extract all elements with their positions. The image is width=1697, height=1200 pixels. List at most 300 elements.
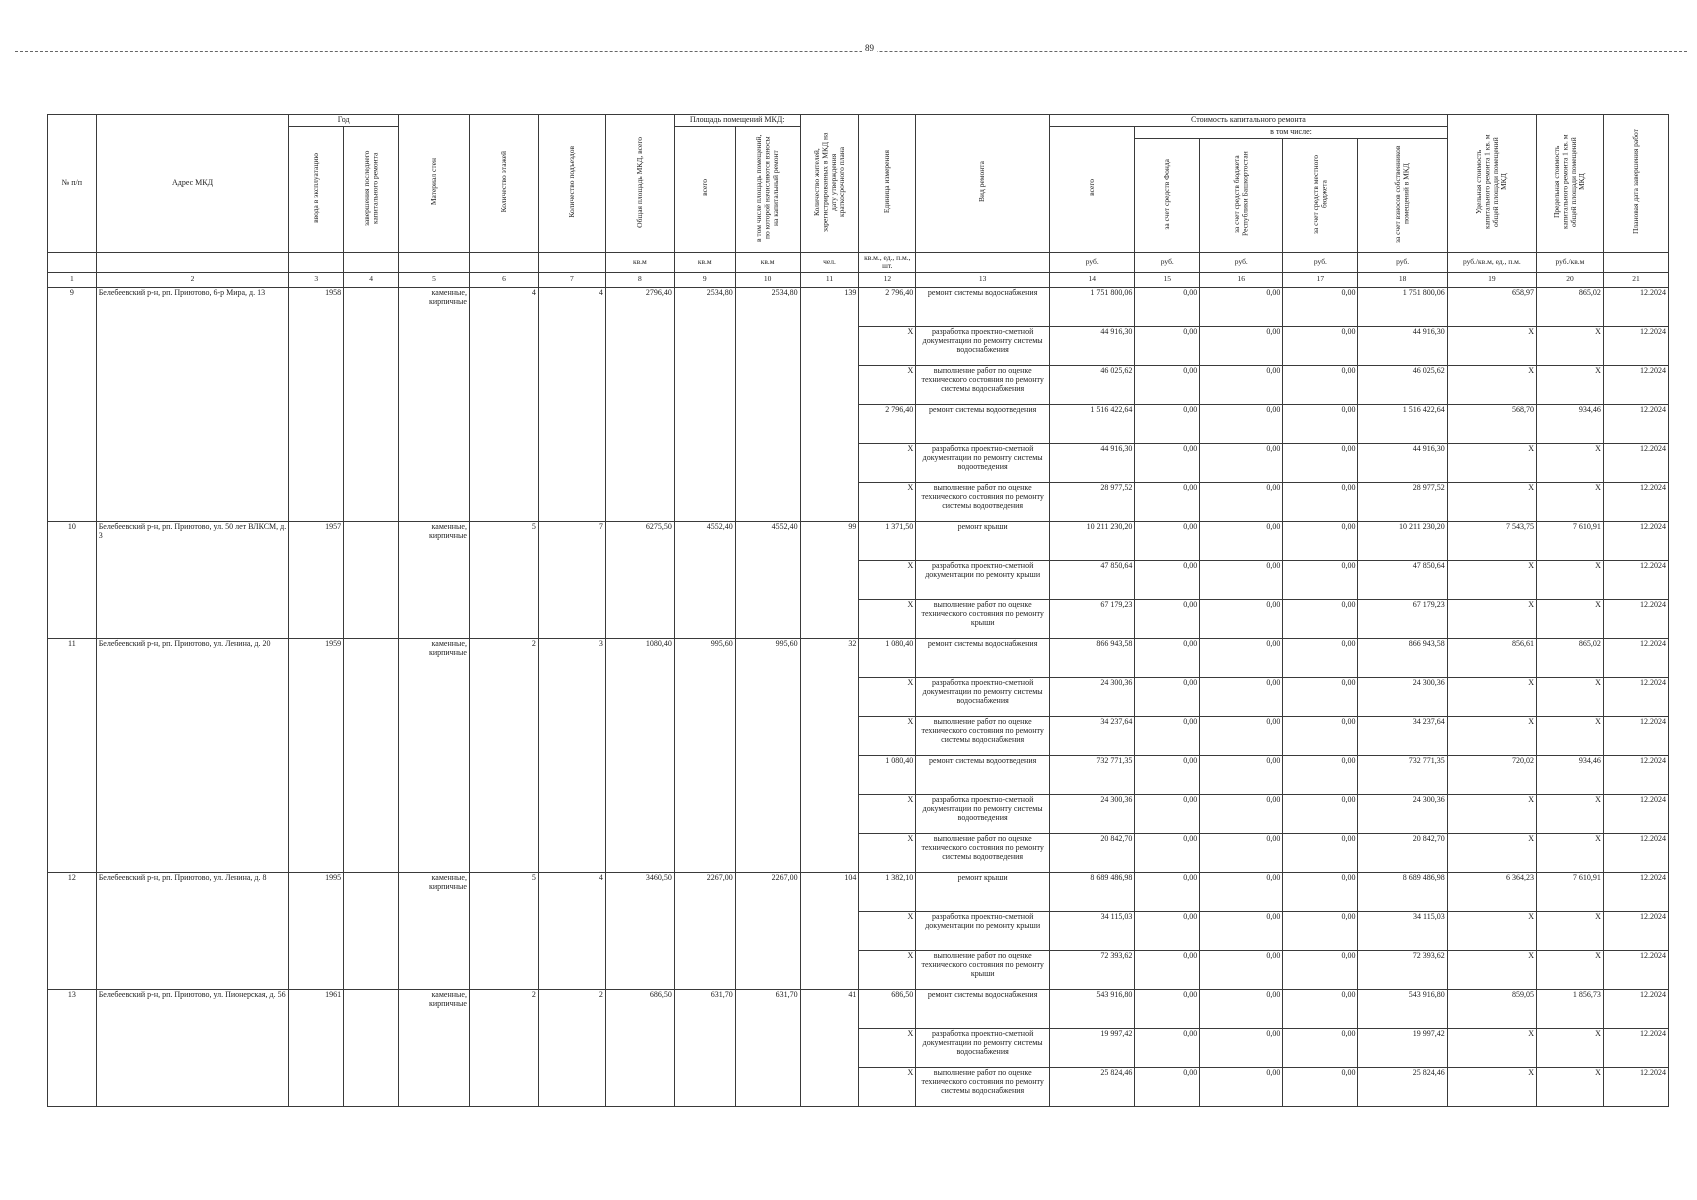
col-header-1: № п/п [48, 115, 97, 253]
work-unit: X [859, 1067, 916, 1106]
work-unit: 1 080,40 [859, 638, 916, 677]
unit-cell: руб. [1283, 252, 1358, 272]
cost-local-budget: 0,00 [1283, 638, 1358, 677]
completion-date: 12.2024 [1603, 677, 1668, 716]
building-address: Белебеевский р-н, рп. Приютово, ул. Ленина, д. 20 [96, 638, 289, 872]
col-header-5: Материал стен [398, 115, 469, 253]
completion-date: 12.2024 [1603, 950, 1668, 989]
column-number: 20 [1536, 272, 1603, 287]
cost-fund: 0,00 [1135, 755, 1200, 794]
cost-total: 72 393,62 [1050, 950, 1135, 989]
floors-count: 5 [469, 872, 538, 989]
cost-total: 44 916,30 [1050, 443, 1135, 482]
col-header-2: Адрес МКД [96, 115, 289, 253]
specific-cost: X [1447, 716, 1536, 755]
work-unit: X [859, 833, 916, 872]
year-last-repair [344, 872, 399, 989]
year-built: 1961 [289, 989, 344, 1106]
cost-total: 10 211 230,20 [1050, 521, 1135, 560]
premises-area: 2534,80 [674, 287, 735, 521]
col-header-18: за счет взносов собственников помещений в МКД [1358, 138, 1447, 252]
specific-cost: X [1447, 443, 1536, 482]
work-unit: X [859, 950, 916, 989]
limit-cost: X [1536, 794, 1603, 833]
unit-cell [916, 252, 1050, 272]
cost-local-budget: 0,00 [1283, 365, 1358, 404]
unit-cell [1603, 252, 1668, 272]
col-header-7: Количество подъездов [538, 115, 605, 253]
column-number: 13 [916, 272, 1050, 287]
cost-owners: 44 916,30 [1358, 326, 1447, 365]
wall-material: каменные, кирпичные [398, 287, 469, 521]
col-group-area: Площадь помещений МКД: [674, 115, 800, 127]
completion-date: 12.2024 [1603, 911, 1668, 950]
cost-republic-budget: 0,00 [1200, 950, 1283, 989]
work-type: выполнение работ по оценке технического состояния по ремонту системы водоснабжения [916, 365, 1050, 404]
completion-date: 12.2024 [1603, 599, 1668, 638]
cost-total: 34 115,03 [1050, 911, 1135, 950]
cost-republic-budget: 0,00 [1200, 677, 1283, 716]
specific-cost: X [1447, 560, 1536, 599]
total-area: 2796,40 [605, 287, 674, 521]
completion-date: 12.2024 [1603, 443, 1668, 482]
cost-local-budget: 0,00 [1283, 560, 1358, 599]
cost-republic-budget: 0,00 [1200, 833, 1283, 872]
col-header-13: Вид ремонта [916, 115, 1050, 253]
column-number: 17 [1283, 272, 1358, 287]
completion-date: 12.2024 [1603, 326, 1668, 365]
unit-cell [398, 252, 469, 272]
limit-cost: X [1536, 560, 1603, 599]
completion-date: 12.2024 [1603, 833, 1668, 872]
work-type: выполнение работ по оценке технического состояния по ремонту крыши [916, 599, 1050, 638]
table-row [48, 989, 1669, 1028]
cost-owners: 1 751 800,06 [1358, 287, 1447, 326]
table-row [48, 287, 1669, 326]
cost-total: 47 850,64 [1050, 560, 1135, 599]
col-header-3: ввода в эксплуатацию [289, 126, 344, 252]
specific-cost: 658,97 [1447, 287, 1536, 326]
completion-date: 12.2024 [1603, 872, 1668, 911]
completion-date: 12.2024 [1603, 404, 1668, 443]
work-type: разработка проектно-сметной документации по ремонту системы водоснабжения [916, 1028, 1050, 1067]
specific-cost: 568,70 [1447, 404, 1536, 443]
cost-fund: 0,00 [1135, 443, 1200, 482]
cost-local-budget: 0,00 [1283, 755, 1358, 794]
cost-fund: 0,00 [1135, 365, 1200, 404]
specific-cost: X [1447, 365, 1536, 404]
cost-total: 24 300,36 [1050, 794, 1135, 833]
limit-cost: X [1536, 1067, 1603, 1106]
column-number: 1 [48, 272, 97, 287]
specific-cost: X [1447, 1028, 1536, 1067]
cost-owners: 44 916,30 [1358, 443, 1447, 482]
work-unit: X [859, 911, 916, 950]
col-header-19: Удельная стоимость капитального ремонта 1 кв. м общей площади помещений МКД [1447, 115, 1536, 253]
cost-local-budget: 0,00 [1283, 677, 1358, 716]
work-unit: 1 382,10 [859, 872, 916, 911]
entrances-count: 3 [538, 638, 605, 872]
floors-count: 4 [469, 287, 538, 521]
repair-plan-table [47, 114, 1669, 1107]
column-number: 9 [674, 272, 735, 287]
cost-total: 1 751 800,06 [1050, 287, 1135, 326]
unit-cell [289, 252, 344, 272]
unit-cell: руб./кв.м, ед., п.м. [1447, 252, 1536, 272]
specific-cost: X [1447, 326, 1536, 365]
column-number: 19 [1447, 272, 1536, 287]
col-header-11: Количество жителей, зарегистрированных в МКД на дату утверждения краткосрочного плана [800, 115, 859, 253]
limit-cost: X [1536, 911, 1603, 950]
cost-fund: 0,00 [1135, 911, 1200, 950]
cost-republic-budget: 0,00 [1200, 287, 1283, 326]
column-number: 3 [289, 272, 344, 287]
residents-count: 32 [800, 638, 859, 872]
column-number: 4 [344, 272, 399, 287]
col-header-4: завершения последнего капитального ремонта [344, 126, 399, 252]
completion-date: 12.2024 [1603, 1067, 1668, 1106]
work-unit: 2 796,40 [859, 404, 916, 443]
specific-cost: X [1447, 482, 1536, 521]
limit-cost: X [1536, 365, 1603, 404]
premises-area: 4552,40 [674, 521, 735, 638]
cost-owners: 866 943,58 [1358, 638, 1447, 677]
cost-fund: 0,00 [1135, 404, 1200, 443]
column-number: 16 [1200, 272, 1283, 287]
unit-cell: руб./кв.м [1536, 252, 1603, 272]
completion-date: 12.2024 [1603, 482, 1668, 521]
premises-area-fee: 631,70 [735, 989, 800, 1106]
work-unit: 1 080,40 [859, 755, 916, 794]
cost-republic-budget: 0,00 [1200, 716, 1283, 755]
cost-local-budget: 0,00 [1283, 521, 1358, 560]
year-built: 1958 [289, 287, 344, 521]
cost-total: 67 179,23 [1050, 599, 1135, 638]
column-number: 11 [800, 272, 859, 287]
unit-cell: кв.м [605, 252, 674, 272]
column-number: 18 [1358, 272, 1447, 287]
limit-cost: 865,02 [1536, 638, 1603, 677]
column-number: 15 [1135, 272, 1200, 287]
work-type: ремонт системы водоснабжения [916, 989, 1050, 1028]
col-header-10: в том числе площадь помещений, по которой начисляются взносы на капитальный ремонт [735, 126, 800, 252]
work-unit: X [859, 326, 916, 365]
specific-cost: 7 543,75 [1447, 521, 1536, 560]
cost-fund: 0,00 [1135, 989, 1200, 1028]
cost-fund: 0,00 [1135, 599, 1200, 638]
units-row [48, 252, 1669, 272]
cost-republic-budget: 0,00 [1200, 599, 1283, 638]
cost-republic-budget: 0,00 [1200, 794, 1283, 833]
year-last-repair [344, 989, 399, 1106]
cost-total: 543 916,80 [1050, 989, 1135, 1028]
table-row [48, 872, 1669, 911]
work-unit: 2 796,40 [859, 287, 916, 326]
cost-owners: 24 300,36 [1358, 794, 1447, 833]
cost-local-budget: 0,00 [1283, 1067, 1358, 1106]
limit-cost: X [1536, 716, 1603, 755]
year-built: 1959 [289, 638, 344, 872]
year-built: 1957 [289, 521, 344, 638]
cost-owners: 20 842,70 [1358, 833, 1447, 872]
work-unit: 686,50 [859, 989, 916, 1028]
cost-owners: 25 824,46 [1358, 1067, 1447, 1106]
unit-cell: кв.м [674, 252, 735, 272]
page-top-rule [15, 51, 1687, 52]
limit-cost: X [1536, 326, 1603, 365]
completion-date: 12.2024 [1603, 716, 1668, 755]
work-unit: X [859, 482, 916, 521]
completion-date: 12.2024 [1603, 989, 1668, 1028]
cost-owners: 47 850,64 [1358, 560, 1447, 599]
work-type: разработка проектно-сметной документации по ремонту крыши [916, 560, 1050, 599]
col-header-16: за счет средств бюджета Республики Башкортостан [1200, 138, 1283, 252]
limit-cost: X [1536, 443, 1603, 482]
premises-area: 2267,00 [674, 872, 735, 989]
completion-date: 12.2024 [1603, 794, 1668, 833]
premises-area-fee: 4552,40 [735, 521, 800, 638]
column-numbers-row [48, 272, 1669, 287]
column-number: 21 [1603, 272, 1668, 287]
completion-date: 12.2024 [1603, 755, 1668, 794]
work-type: выполнение работ по оценке технического состояния по ремонту системы водоснабжения [916, 716, 1050, 755]
residents-count: 41 [800, 989, 859, 1106]
cost-local-budget: 0,00 [1283, 950, 1358, 989]
cost-fund: 0,00 [1135, 833, 1200, 872]
unit-cell [344, 252, 399, 272]
cost-fund: 0,00 [1135, 482, 1200, 521]
col-header-12: Единица измерения [859, 115, 916, 253]
cost-total: 28 977,52 [1050, 482, 1135, 521]
cost-local-budget: 0,00 [1283, 326, 1358, 365]
limit-cost: 7 610,91 [1536, 521, 1603, 560]
cost-republic-budget: 0,00 [1200, 326, 1283, 365]
floors-count: 2 [469, 638, 538, 872]
work-unit: X [859, 365, 916, 404]
column-number: 12 [859, 272, 916, 287]
cost-fund: 0,00 [1135, 521, 1200, 560]
cost-republic-budget: 0,00 [1200, 482, 1283, 521]
cost-total: 25 824,46 [1050, 1067, 1135, 1106]
limit-cost: 934,46 [1536, 404, 1603, 443]
work-type: разработка проектно-сметной документации по ремонту системы водоснабжения [916, 326, 1050, 365]
cost-local-budget: 0,00 [1283, 833, 1358, 872]
cost-fund: 0,00 [1135, 872, 1200, 911]
cost-fund: 0,00 [1135, 560, 1200, 599]
specific-cost: 856,61 [1447, 638, 1536, 677]
cost-owners: 34 115,03 [1358, 911, 1447, 950]
unit-cell [469, 252, 538, 272]
year-last-repair [344, 521, 399, 638]
cost-owners: 543 916,80 [1358, 989, 1447, 1028]
cost-total: 34 237,64 [1050, 716, 1135, 755]
work-unit: X [859, 716, 916, 755]
wall-material: каменные, кирпичные [398, 638, 469, 872]
specific-cost: X [1447, 950, 1536, 989]
cost-fund: 0,00 [1135, 287, 1200, 326]
building-number: 13 [48, 989, 97, 1106]
work-type: ремонт системы водоснабжения [916, 287, 1050, 326]
cost-republic-budget: 0,00 [1200, 365, 1283, 404]
work-unit: X [859, 1028, 916, 1067]
work-type: выполнение работ по оценке технического состояния по ремонту системы водоотведения [916, 833, 1050, 872]
limit-cost: 865,02 [1536, 287, 1603, 326]
work-type: разработка проектно-сметной документации по ремонту крыши [916, 911, 1050, 950]
cost-local-budget: 0,00 [1283, 989, 1358, 1028]
cost-total: 732 771,35 [1050, 755, 1135, 794]
year-last-repair [344, 638, 399, 872]
cost-republic-budget: 0,00 [1200, 638, 1283, 677]
limit-cost: X [1536, 950, 1603, 989]
specific-cost: X [1447, 794, 1536, 833]
limit-cost: X [1536, 599, 1603, 638]
cost-owners: 8 689 486,98 [1358, 872, 1447, 911]
building-number: 10 [48, 521, 97, 638]
entrances-count: 7 [538, 521, 605, 638]
cost-local-budget: 0,00 [1283, 872, 1358, 911]
work-unit: 1 371,50 [859, 521, 916, 560]
cost-owners: 732 771,35 [1358, 755, 1447, 794]
total-area: 1080,40 [605, 638, 674, 872]
building-address: Белебеевский р-н, рп. Приютово, ул. Пионерская, д. 56 [96, 989, 289, 1106]
work-type: выполнение работ по оценке технического состояния по ремонту крыши [916, 950, 1050, 989]
cost-total: 46 025,62 [1050, 365, 1135, 404]
work-type: разработка проектно-сметной документации по ремонту системы водоотведения [916, 794, 1050, 833]
col-header-14: всего [1050, 126, 1135, 252]
entrances-count: 4 [538, 872, 605, 989]
cost-republic-budget: 0,00 [1200, 872, 1283, 911]
completion-date: 12.2024 [1603, 287, 1668, 326]
work-type: выполнение работ по оценке технического состояния по ремонту системы водоснабжения [916, 1067, 1050, 1106]
unit-cell [96, 252, 289, 272]
wall-material: каменные, кирпичные [398, 521, 469, 638]
page-number: 89 [862, 43, 877, 53]
premises-area-fee: 2534,80 [735, 287, 800, 521]
column-number: 14 [1050, 272, 1135, 287]
completion-date: 12.2024 [1603, 638, 1668, 677]
year-built: 1995 [289, 872, 344, 989]
limit-cost: 7 610,91 [1536, 872, 1603, 911]
table-row [48, 521, 1669, 560]
building-number: 9 [48, 287, 97, 521]
limit-cost: X [1536, 833, 1603, 872]
unit-cell: кв.м., ед., п.м., шт. [859, 252, 916, 272]
specific-cost: X [1447, 677, 1536, 716]
unit-cell: чел. [800, 252, 859, 272]
floors-count: 2 [469, 989, 538, 1106]
residents-count: 139 [800, 287, 859, 521]
column-number: 10 [735, 272, 800, 287]
unit-cell [538, 252, 605, 272]
work-unit: X [859, 677, 916, 716]
building-address: Белебеевский р-н, рп. Приютово, 6-р Мира, д. 13 [96, 287, 289, 521]
cost-fund: 0,00 [1135, 716, 1200, 755]
premises-area-fee: 995,60 [735, 638, 800, 872]
total-area: 686,50 [605, 989, 674, 1106]
cost-local-budget: 0,00 [1283, 443, 1358, 482]
work-type: ремонт системы водоснабжения [916, 638, 1050, 677]
col-group-cost: Стоимость капитального ремонта [1050, 115, 1448, 127]
col-header-8: Общая площадь МКД, всего [605, 115, 674, 253]
cost-total: 44 916,30 [1050, 326, 1135, 365]
cost-owners: 46 025,62 [1358, 365, 1447, 404]
cost-total: 20 842,70 [1050, 833, 1135, 872]
column-number: 6 [469, 272, 538, 287]
cost-owners: 67 179,23 [1358, 599, 1447, 638]
cost-fund: 0,00 [1135, 638, 1200, 677]
limit-cost: X [1536, 677, 1603, 716]
unit-cell: руб. [1200, 252, 1283, 272]
total-area: 6275,50 [605, 521, 674, 638]
column-number: 8 [605, 272, 674, 287]
cost-total: 1 516 422,64 [1050, 404, 1135, 443]
work-type: ремонт крыши [916, 521, 1050, 560]
entrances-count: 4 [538, 287, 605, 521]
cost-owners: 1 516 422,64 [1358, 404, 1447, 443]
column-number: 2 [96, 272, 289, 287]
table-row [48, 638, 1669, 677]
col-header-15: за счет средств Фонда [1135, 138, 1200, 252]
col-header-20: Предельная стоимость капитального ремонта 1 кв. м общей площади помещений МКД [1536, 115, 1603, 253]
specific-cost: X [1447, 911, 1536, 950]
completion-date: 12.2024 [1603, 1028, 1668, 1067]
cost-local-budget: 0,00 [1283, 794, 1358, 833]
cost-republic-budget: 0,00 [1200, 521, 1283, 560]
premises-area: 631,70 [674, 989, 735, 1106]
work-unit: X [859, 560, 916, 599]
specific-cost: X [1447, 833, 1536, 872]
cost-republic-budget: 0,00 [1200, 911, 1283, 950]
work-type: разработка проектно-сметной документации по ремонту системы водоотведения [916, 443, 1050, 482]
work-type: ремонт крыши [916, 872, 1050, 911]
cost-owners: 28 977,52 [1358, 482, 1447, 521]
residents-count: 99 [800, 521, 859, 638]
cost-fund: 0,00 [1135, 1067, 1200, 1106]
column-number: 5 [398, 272, 469, 287]
cost-local-budget: 0,00 [1283, 716, 1358, 755]
specific-cost: 720,02 [1447, 755, 1536, 794]
cost-local-budget: 0,00 [1283, 911, 1358, 950]
building-number: 11 [48, 638, 97, 872]
cost-republic-budget: 0,00 [1200, 560, 1283, 599]
col-header-6: Количество этажей [469, 115, 538, 253]
cost-republic-budget: 0,00 [1200, 1028, 1283, 1067]
unit-cell: руб. [1135, 252, 1200, 272]
cost-owners: 24 300,36 [1358, 677, 1447, 716]
work-type: выполнение работ по оценке технического состояния по ремонту системы водоотведения [916, 482, 1050, 521]
specific-cost: X [1447, 1067, 1536, 1106]
cost-local-budget: 0,00 [1283, 1028, 1358, 1067]
specific-cost: 6 364,23 [1447, 872, 1536, 911]
cost-republic-budget: 0,00 [1200, 1067, 1283, 1106]
floors-count: 5 [469, 521, 538, 638]
cost-fund: 0,00 [1135, 794, 1200, 833]
cost-owners: 72 393,62 [1358, 950, 1447, 989]
cost-total: 866 943,58 [1050, 638, 1135, 677]
wall-material: каменные, кирпичные [398, 872, 469, 989]
premises-area: 995,60 [674, 638, 735, 872]
cost-owners: 19 997,42 [1358, 1028, 1447, 1067]
cost-total: 19 997,42 [1050, 1028, 1135, 1067]
completion-date: 12.2024 [1603, 521, 1668, 560]
cost-fund: 0,00 [1135, 677, 1200, 716]
premises-area-fee: 2267,00 [735, 872, 800, 989]
limit-cost: X [1536, 482, 1603, 521]
completion-date: 12.2024 [1603, 560, 1668, 599]
cost-local-budget: 0,00 [1283, 404, 1358, 443]
cost-local-budget: 0,00 [1283, 599, 1358, 638]
cost-republic-budget: 0,00 [1200, 443, 1283, 482]
